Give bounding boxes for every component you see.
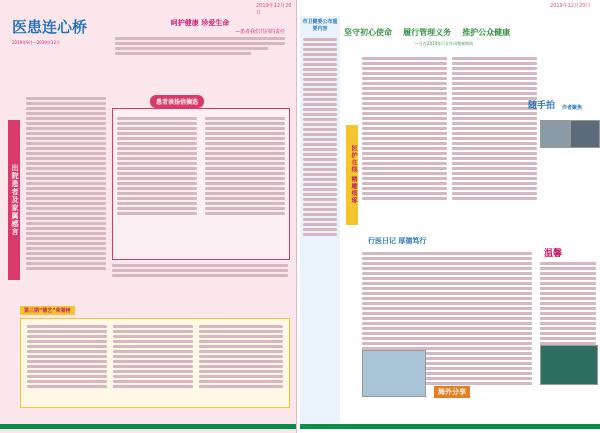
- honor-roll-box: [20, 318, 290, 408]
- snapshot-photo-1: [540, 120, 570, 148]
- surgery-photo: [540, 345, 598, 385]
- title-c: 推护公众健康: [462, 28, 511, 37]
- doctor-photo: [362, 350, 426, 397]
- title-sub: —写在2019年行业作风整顿期间: [414, 41, 474, 46]
- left-page-date: 2019年12月20日: [256, 3, 292, 16]
- column-tag: 患者表扬信摘选: [150, 95, 204, 108]
- right-body-col2: [452, 55, 537, 202]
- center-lower-text: [112, 262, 288, 279]
- masthead: [12, 16, 92, 56]
- left-body-column: [26, 95, 106, 272]
- left-footer-bar: [0, 424, 296, 429]
- slogan: [115, 18, 285, 57]
- slogan-bottom: —患者我们共同的责任: [234, 29, 285, 35]
- right-sidebar-title: 市卫健委公布重要内容: [302, 19, 338, 32]
- masthead-date: 2019年9月—2019年12月: [12, 40, 60, 45]
- snapshot-sub: 作者聚焦: [562, 105, 583, 111]
- slogan-top: 呵护健康 珍爱生命: [170, 19, 230, 27]
- right-sidebar: [300, 16, 340, 426]
- right-footer-bar: [300, 424, 600, 429]
- title-b: 履行管理义务: [403, 28, 452, 37]
- right-vertical-tag: 医护在线 精雕细琢: [346, 125, 358, 225]
- right-page-date: 2019年12月20日: [550, 3, 591, 9]
- right-body-col1: [362, 55, 447, 202]
- right-page: [300, 0, 600, 433]
- praise-box: [112, 108, 290, 260]
- title-a: 坚守初心使命: [344, 28, 392, 37]
- snapshot-title: 随手拍: [528, 101, 556, 111]
- left-vertical-sidebar: 出院患者及家属感言: [8, 120, 20, 280]
- warm-title: 温馨: [544, 249, 563, 259]
- masthead-title: 医患连心桥: [12, 18, 88, 36]
- left-page: [0, 0, 297, 433]
- honor-ribbon: 第三期“德艺”荣誉榜: [20, 306, 75, 315]
- warm-text: [540, 260, 596, 352]
- feature-diary-title: 行医日记 厚德笃行: [368, 237, 427, 245]
- footer-overseas-tag: 海外分享: [434, 386, 470, 398]
- snapshot-photo-2: [570, 120, 600, 148]
- title-band: [344, 20, 544, 50]
